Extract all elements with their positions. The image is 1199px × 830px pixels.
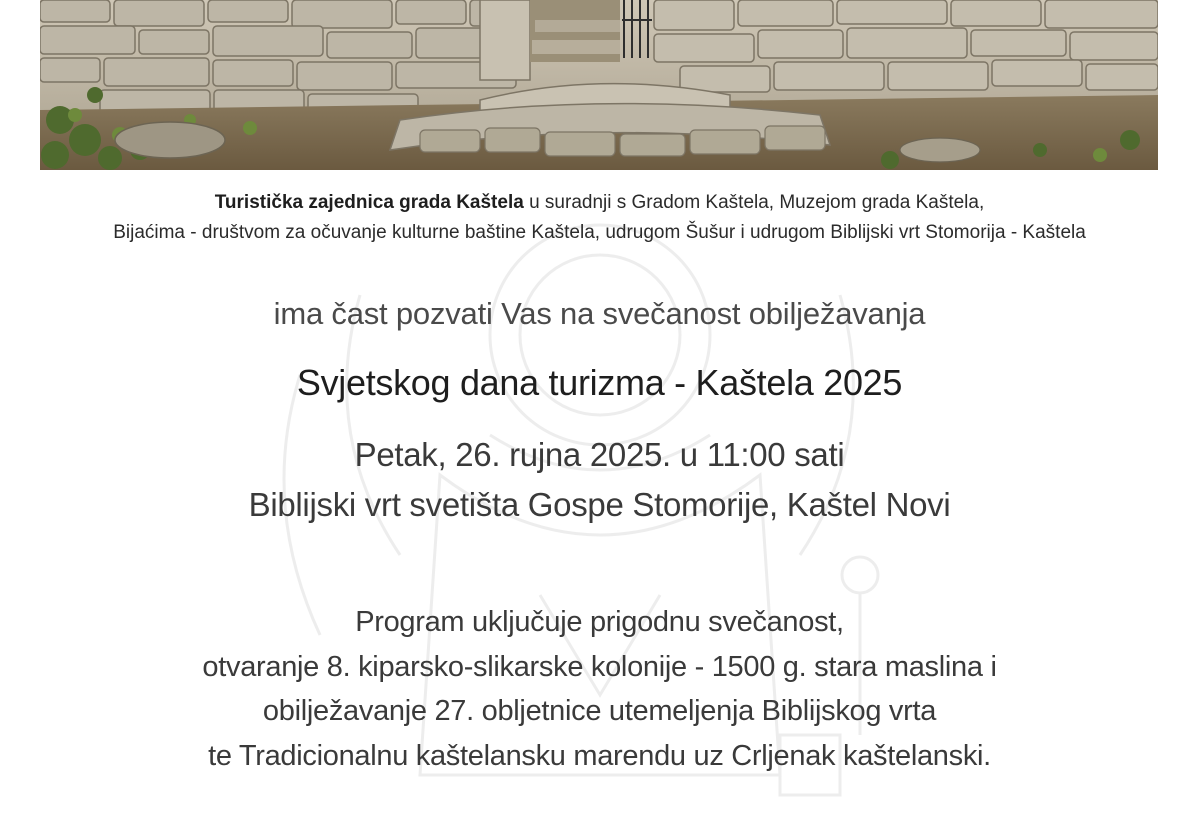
credits-block — [0, 188, 1199, 248]
event-details — [0, 430, 1199, 530]
header-photo-stone-wall — [40, 0, 1158, 170]
program-line: obilježavanje 27. obljetnice utemeljenja Biblijskog vrta — [262, 695, 937, 727]
program-line: otvaranje 8. kiparsko-slikarske kolonije - 1500 g. stara maslina i — [202, 650, 997, 683]
organizer-name: Turistička zajednica grada Kaštela — [214, 192, 524, 213]
invitation-text: ima čast pozvati Vas na svečanost obilježavanja — [273, 296, 926, 331]
credits-partners-1: u suradnji s Gradom Kaštela, Muzejom grada Kaštela, — [523, 192, 985, 213]
event-location: Biblijski vrt svetišta Gospe Stomorije, Kaštel Novi — [248, 486, 951, 523]
program-line: Program uključuje prigodnu svečanost, — [355, 606, 844, 638]
event-date-time: Petak, 26. rujna 2025. u 11:00 sati — [354, 436, 845, 473]
program-line: te Tradicionalnu kaštelansku marendu uz Crljenak kaštelanski. — [208, 739, 991, 772]
credits-line-1 — [0, 188, 1199, 218]
event-title: Svjetskog dana turizma - Kaštela 2025 — [296, 362, 903, 403]
program-description — [0, 600, 1199, 778]
credits-line-2: Bijaćima - društvom za očuvanje kulturne baštine Kaštela, udrugom Šušur i udrugom Biblijski vrt Stomorija - Kaštela — [113, 222, 1086, 243]
